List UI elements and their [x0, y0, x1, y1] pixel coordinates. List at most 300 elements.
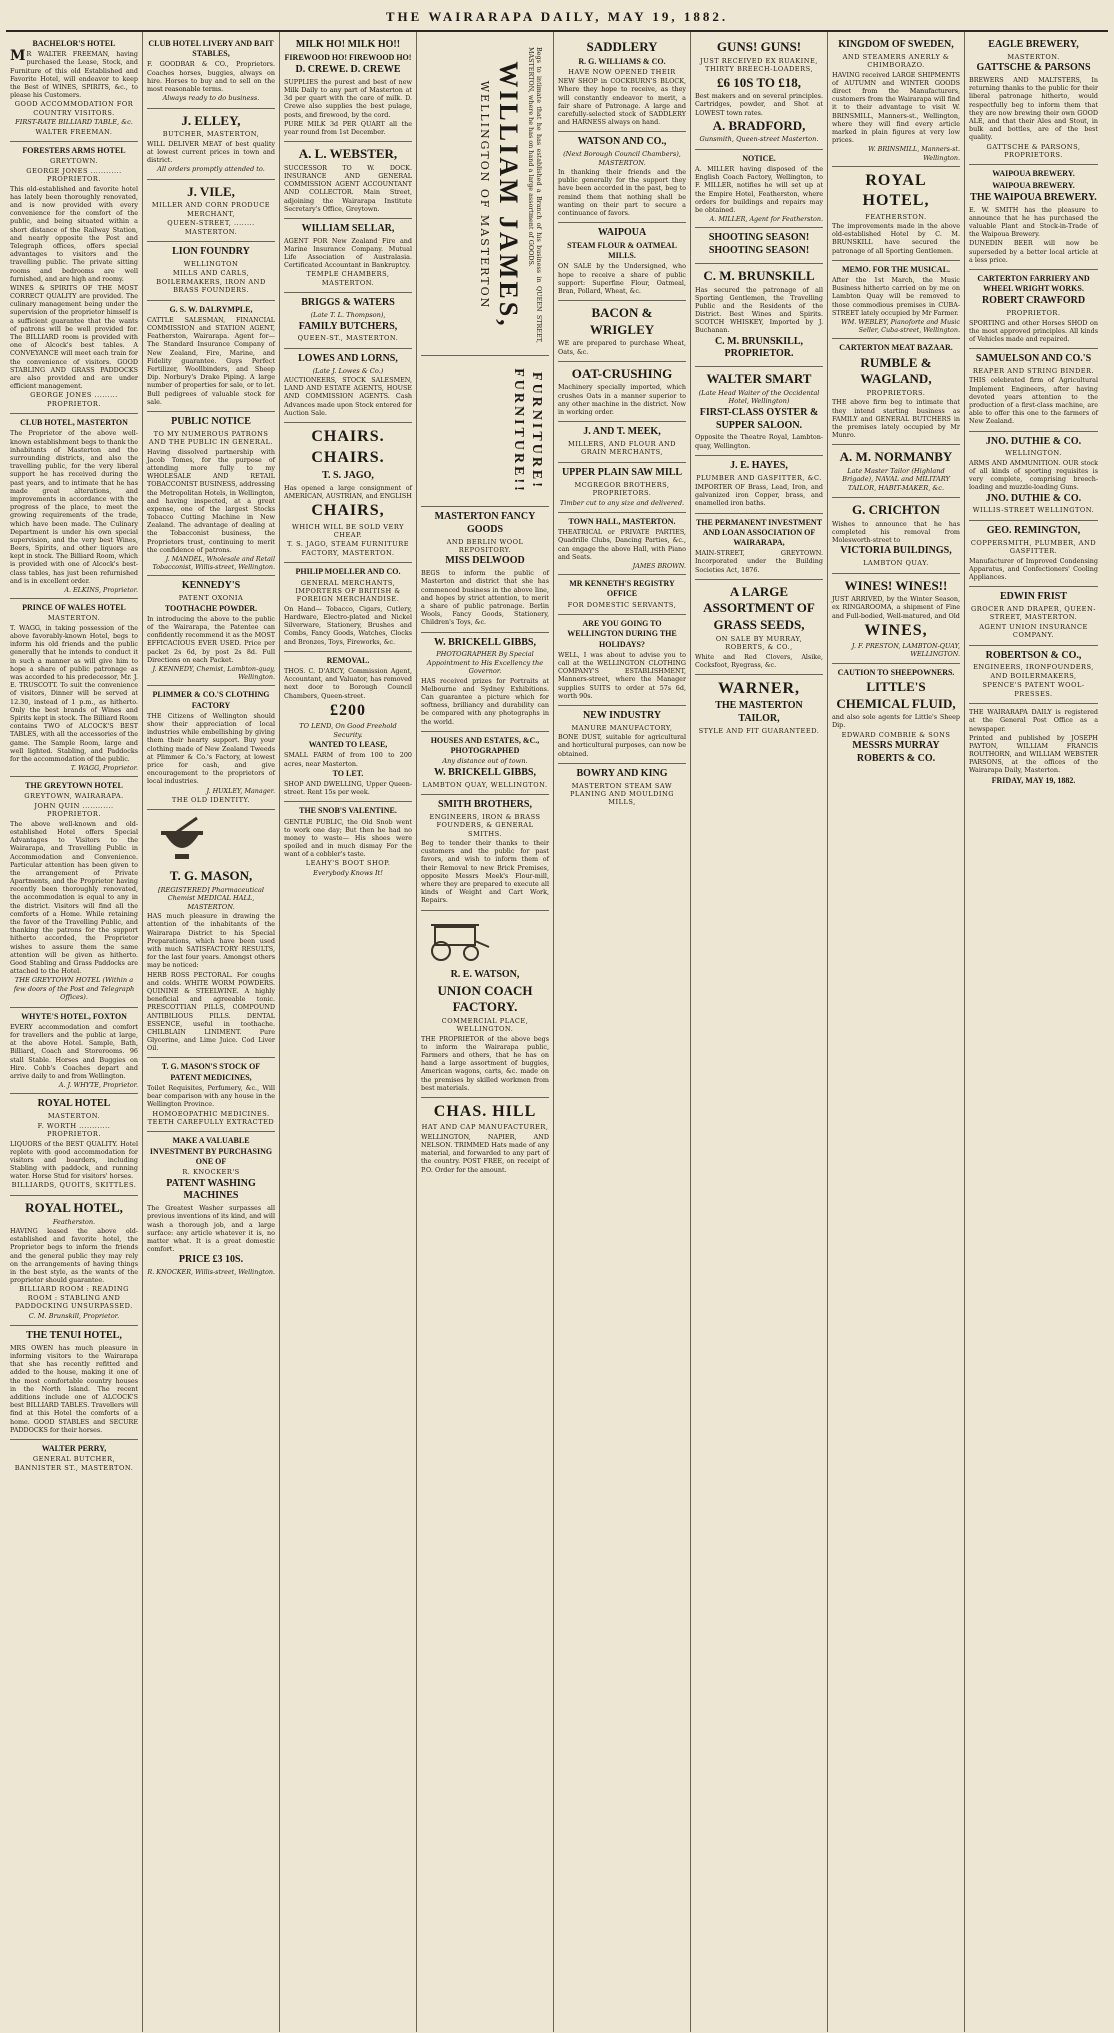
- ad-subheading: R. KNOCKER'S: [182, 1168, 240, 1177]
- ad-heading: G. CRICHTON: [852, 502, 940, 518]
- ad-subheading: JUST RECEIVED EX RUAKINE, THIRTY BREECH-LOADERS,: [700, 56, 818, 74]
- ad-body-3: SMALL FARM of from 100 to 200 acres, near Masterton.: [284, 751, 412, 768]
- ad-shooting-season: [695, 228, 823, 264]
- imprint-printer: Printed and published by JOSEPH PAYTON, WILLIAM FRANCIS ROUTHORN, and WILLIAM WEBSTER PARSONS, at the offices of the Wairarapa Daily, Masterton.: [969, 733, 1098, 775]
- ad-heading: GEO. REMINGTON,: [986, 524, 1081, 536]
- ad-heading-2: ROBERT CRAWFORD: [981, 295, 1086, 307]
- ad-heading-2: FIREWOOD HO! FIREWOOD HO!: [284, 52, 412, 62]
- ad-heading: BACON & WRIGLEY: [589, 305, 655, 337]
- rotated-ad-content: [425, 35, 545, 355]
- ad-robertson: [969, 646, 1098, 705]
- ad-subheading: GREYTOWN.: [50, 157, 98, 166]
- ad-heading: SMITH BROTHERS,: [438, 798, 532, 810]
- ad-heading: BOWRY AND KING: [576, 767, 668, 779]
- ad-heading: THE TENUI HOTEL,: [26, 1330, 122, 1342]
- ad-guns: [695, 35, 823, 150]
- ad-address: QUEEN-STREET, ........ MASTERTON.: [167, 219, 255, 236]
- ad-chairs: [284, 423, 412, 563]
- ad-whytes-hotel: [10, 1008, 138, 1095]
- ad-subheading: HAT AND CAP MANUFACTURER,: [421, 1123, 549, 1132]
- ad-proprietor: GEORGE JONES ............ PROPRIETOR.: [26, 166, 122, 184]
- ad-subheading: GENERAL BUTCHER, BANNISTER ST., MASTERTON.: [14, 1455, 134, 1472]
- ad-heading: MILK HO! MILK HO!!: [295, 39, 401, 50]
- ad-body: SUPPLIES the purest and best of new Milk Daily to any part of Masterton at 3d per quart with the care of milk. D. Crewe also supplies the best pulage, posts, and firewood, by the cord.: [284, 77, 412, 119]
- ad-heading: CARTERTON MEAT BAZAAR.: [839, 343, 953, 353]
- ad-subheading: (Late J. Lowes & Co.): [312, 366, 384, 375]
- ad-heading: LOWES AND LORNS,: [298, 352, 398, 364]
- ad-heading: NEW INDUSTRY: [582, 709, 662, 721]
- ad-body: The Proprietor of the above well-known establishment begs to thank the inhabitants of Masterton and the surrounding districts, and also the travelling public, for the very liberal support he has received during the past years, and to intimate that he has made great alterations, and improvements in accordance with the progress of the place, to meet the growing requirements of the trade, which have been made. The Culinary Department is under his own special supervision, and the very best Wines, Beers, Spirits, and other liquors are kept in stock. The Billiard Room, which is provided with one of Alcock's best-class tables, has just been refurnished and is in excellent order.: [10, 429, 138, 585]
- ad-body: In thanking their friends and the public generally for the support they have been accorded in the past, beg to remind them that nothing shall be wanting on their part to secure a continuance of favors.: [558, 168, 686, 218]
- ad-heading: C. M. BRUNSKILL: [703, 267, 815, 283]
- ad-heading-2: W. BRICKELL GIBBS,: [434, 766, 536, 778]
- ad-body: Opposite the Theatre Royal, Lambton-quay, Wellington.: [695, 433, 823, 450]
- ad-heading-3: CHAIRS,: [311, 502, 385, 520]
- ad-philip-moeller: [284, 563, 412, 651]
- rotated-ad-furniture: [421, 356, 549, 507]
- ad-eagle-brewery: [969, 35, 1098, 165]
- ad-footer: PURE MILK 3d PER QUART all the year round from 1st December.: [284, 119, 412, 136]
- ad-subheading: MASTERTON.: [47, 614, 101, 623]
- ad-body: LIQUORS of the BEST QUALITY. Hotel replete with good accommodation for visitors and boarders, including Stabling with paddock, and running water. Horse Stud for visitors' horses.: [10, 1139, 138, 1181]
- rotated-ad-heading: WILLIAM JAMES,: [493, 61, 523, 329]
- ad-body: THIS celebrated firm of Agricultural Implement Engineers, after having devoted years attention to the production of a first-class machine, are able to offer this one to the farmers of New Zealand.: [969, 376, 1098, 426]
- ad-heading-2: GATTSCHE & PARSONS: [976, 62, 1091, 74]
- ad-registry-office: [558, 575, 686, 615]
- ad-body: Best makers and on several principles. Cartridges, powder, and Shot at LOWEST town rates.: [695, 92, 823, 117]
- ad-royal-hotel-featherston-2: [832, 167, 960, 261]
- ad-heading: GUNS! GUNS!: [716, 39, 802, 54]
- ad-body: A. MILLER having disposed of the English Coach Factory, Wellington, to F. MILLER, notifies he will set up at the Empire Hotel, Featherston, where orders for buildings and repairs may be obtained.: [695, 164, 823, 214]
- ad-body: SPORTING and other Horses SHOD on the most approved principles. All kinds of Vehicles made and repaired.: [969, 318, 1098, 344]
- rotated-ad-text: Begs to intimate that he has established a Branch of his business in QUEEN STREET, MASTERTON, where he has on hand a large assortment of GOODS.: [526, 47, 543, 343]
- ad-sheepowners: [832, 664, 960, 771]
- ad-heading-2: LITTLE'S CHEMICAL FLUID,: [836, 678, 956, 711]
- ad-subheading: BUTCHER, MASTERTON,: [162, 130, 260, 139]
- ad-footer: LAMBTON QUAY, WELLINGTON.: [422, 780, 548, 789]
- ad-kennedys-powder: [147, 576, 275, 686]
- ad-heading: CAUTION TO SHEEPOWNERS.: [837, 667, 955, 677]
- ad-subheading: MILLERS, AND FLOUR AND GRAIN MERCHANTS,: [567, 440, 677, 457]
- ad-items: HERB ROSS PECTORAL. For coughs and colds. WHITE WORM POWDERS. QUININE & STEELWINE. A highly beneficial and agreeable tonic. PRESCOTTIAN PILLS, COMPOUND ANTIBILIOUS PILLS. DENTAL ESSENCE, useful in toothache. CHILBLAIN LINIMENT. Pure Glycerine, and Lime Juice. Cod Liver Oil.: [147, 970, 275, 1053]
- ad-signature: T. WAGG, Proprietor.: [70, 764, 138, 773]
- ad-subheading: REAPER AND STRING BINDER.: [972, 367, 1095, 376]
- ad-carterton-meat: [832, 339, 960, 445]
- ad-subheading: (Late T. L. Thompson),: [310, 311, 386, 320]
- ad-subheading: MASTERTON STEAM SAW PLANING AND MOULDING MILLS,: [569, 781, 675, 807]
- ad-heading-2: JNO. DUTHIE & CO.: [985, 492, 1082, 504]
- ad-houses-photographed: [421, 732, 549, 795]
- ad-heading: THE SNOB'S VALENTINE.: [299, 806, 397, 816]
- ad-heading-2: WINES,: [864, 621, 928, 639]
- ad-subheading: LAMBTON QUAY.: [863, 559, 929, 568]
- ad-heading: J. AND T. MEEK,: [583, 426, 661, 438]
- ad-bacon-wrigley: [558, 301, 686, 362]
- ad-heading-2: R. G. WILLIAMS & CO.: [578, 56, 666, 66]
- ad-heading: BACHELOR'S HOTEL: [32, 39, 116, 48]
- columns: [6, 32, 1108, 2032]
- ad-heading: PLIMMER & CO.'S CLOTHING FACTORY: [152, 690, 270, 710]
- column-2: [143, 32, 280, 2032]
- ad-signature: C. M. Brunskill, Proprietor.: [28, 1311, 120, 1320]
- ad-royal-hotel-featherston: [10, 1196, 138, 1326]
- coach-illustration: [421, 917, 491, 963]
- ad-subheading: [REGISTERED] Pharmaceutical Chemist MEDICAL HALL, MASTERTON.: [158, 885, 264, 911]
- ad-heading: WHYTE'S HOTEL, FOXTON: [21, 1011, 127, 1021]
- ad-signature: R. KNOCKER, Willis-street, Wellington.: [147, 1268, 275, 1277]
- ad-signature: WALTER FREEMAN.: [35, 127, 113, 136]
- ad-bachelors-hotel: [10, 35, 138, 142]
- ad-prince-of-wales: [10, 599, 138, 777]
- ad-subheading: AND BERLIN WOOL REPOSITORY.: [446, 537, 524, 555]
- ad-heading: NOTICE.: [742, 153, 776, 163]
- ad-heading: PRINCE OF WALES HOTEL: [22, 603, 126, 613]
- ad-royal-hotel-masterton: [10, 1094, 138, 1195]
- ad-removal: [284, 652, 412, 803]
- ad-body: JUST ARRIVED, by the Winter Season, ex RINGAROOMA, a shipment of Fine and Full-bodied, Well-matured, and Old: [832, 595, 960, 620]
- ad-briggs-waters: [284, 293, 412, 348]
- ad-body: THE above firm beg to intimate that they intend starting business as FAMILY and GENERAL BUTCHERS in the premises lately occupied by Mr Munro.: [832, 398, 960, 440]
- ad-heading: WALTER PERRY,: [41, 1443, 107, 1453]
- ad-heading: WARNER,: [717, 679, 801, 697]
- ad-heading-2: CHAIRS.: [311, 449, 385, 467]
- ad-brunskill: [695, 264, 823, 367]
- ad-body: HAS received prizes for Portraits at Melbourne and Sydney Exhibitions. Can guarantee a picture which for softness, brilliancy and durability can be compared with any photographs in the world.: [421, 676, 549, 726]
- ad-heading: G. S. W. DALRYMPLE,: [169, 304, 253, 314]
- ad-edwin-frist: [969, 587, 1098, 646]
- ad-heading: WALTER SMART: [706, 371, 812, 387]
- ad-heading: KENNEDY'S: [181, 580, 241, 592]
- ad-chas-hill: [421, 1098, 549, 1179]
- ad-body: Toilet Requisites, Perfumery, &c., Will bear comparison with any house in the Wellington Province.: [147, 1083, 275, 1109]
- ad-line: GOOD ACCOMMODATION FOR COUNTRY VISITORS.: [14, 100, 134, 117]
- ad-heading: HOUSES AND ESTATES, &C., PHOTOGRAPHED: [430, 735, 540, 756]
- mortar-and-pestle-illustration: [147, 816, 217, 862]
- ad-heading-2: TOOTHACHE POWDER.: [164, 603, 258, 613]
- ad-heading: WILLIAM SELLAR,: [301, 222, 395, 234]
- masthead-title: THE WAIRARAPA DAILY, MAY 19, 1882.: [385, 9, 729, 24]
- ad-heading: A. L. WEBSTER,: [298, 146, 398, 162]
- ad-william-sellar: [284, 219, 412, 293]
- ad-heading: J. VILE,: [187, 183, 235, 199]
- ad-subheading: (Next Borough Council Chambers), MASTERTON.: [563, 150, 681, 167]
- ad-body: This old-established and favorite hotel has lately been thoroughly renovated, and is now provided with every convenience for the comfort of the public, and being situated within a short distance of the Railway Station, and nearly opposite the Post and Telegraph offices, offers special advantages to visitors and the travelling public. The private sitting rooms and bedrooms are well furnished, and are high and roomy.: [10, 184, 138, 283]
- ad-heading: MAKE A VALUABLE INVESTMENT BY PURCHASING ONE OF: [149, 1136, 273, 1166]
- imprint-date: FRIDAY, MAY 19, 1882.: [991, 775, 1076, 785]
- ad-subheading: Featherston.: [52, 1217, 96, 1226]
- ad-body: T. WAGG, in taking possession of the above favorably-known Hotel, begs to inform his old friends and the public generally that he intends to conduct it in such a manner as will give him to hope a share of public patronage as was accorded to his predecessor, Mr. J. E. TRUSCOTT. To suit the convenience of visitors, Dinner will be served at 12.30, instead of 1 p.m., as hitherto. Only the best brands of Wines and Spirits kept in stock. The Billiard Room contains TWO of ALCOCK'S BEST TABLES, with all the accessories of the game. The Sample Room, large and well lighted. Stabling, and Paddocks for the accommodation of the public.: [10, 623, 138, 763]
- ad-body: AGENT FOR New Zealand Fire and Marine Insurance Company. Mutual Life Association of Australasia. Certificated Accountant in Bankruptcy.: [284, 236, 412, 270]
- ad-heading: JNO. DUTHIE & CO.: [985, 435, 1082, 447]
- ad-heading: OAT-CRUSHING: [571, 365, 673, 381]
- ad-subheading: MASTERTON.: [1007, 52, 1060, 61]
- ad-body: THE PROPRIETOR of the above begs to inform the Wairarapa public, Farmers and others, that he has on hand a large assortment of buggies, American wagons, carts, &c. made on the premises by skilled workmen from best materials.: [421, 1034, 549, 1092]
- ad-heading-2: PATENT WASHING MACHINES: [166, 1177, 256, 1202]
- ad-subheading: ENGINEERS, IRON & BRASS FOUNDERS, & GENERAL SMITHS.: [429, 812, 541, 838]
- ad-samuelson: [969, 349, 1098, 431]
- ad-notice-miller: [695, 150, 823, 229]
- ad-smith-brothers: [421, 795, 549, 911]
- ad-subheading: ENGINEERS, IRONFOUNDERS, AND BOILERMAKERS,: [973, 663, 1094, 680]
- ad-heading: MR KENNETH'S REGISTRY OFFICE: [569, 579, 675, 599]
- ad-snobs-valentine: [284, 802, 412, 882]
- column-6: [691, 32, 828, 2032]
- ad-walter-smart: [695, 367, 823, 455]
- ad-wines: [832, 574, 960, 664]
- ad-heading-2: FAMILY BUTCHERS,: [298, 320, 398, 332]
- ad-price: £6 10S TO £18,: [716, 74, 802, 90]
- ad-body: MRS OWEN has much pleasure in informing visitors to the Wairarapa that she has recently refitted and added to the house, making it one of the most comfortable country houses in the North Island. The recent additions include one of ALCOCK'S best BILLIARD TABLES. Travellers will find at this Hotel the comforts of a home. GOOD STABLES and SECURE PADDOCKS for their horses.: [10, 1343, 138, 1434]
- ad-body: GENTLE PUBLIC, the Old Snob went to work one day; But then he had no money to waste— His shoes were spoiled and in much dismay For the want of a cobbler's taste.: [284, 817, 412, 859]
- ad-body: THOS. C. D'ARCY, Commission Agent, Accountant, and Valuator, has removed next door to Borough Council Chambers, Queen-street.: [284, 667, 412, 700]
- ad-subheading: THE MASTERTON TAILOR,: [715, 700, 803, 725]
- ad-signature: J. MANDEL, Wholesale and Retail Tobacconist, Willis-street, Wellington.: [152, 555, 275, 572]
- ad-body: AUCTIONEERS, STOCK SALESMEN, LAND AND ESTATE AGENTS, HOUSE AND COMMISSION AGENTS. Cash Advances made upon Stock entered for Auction Sale.: [284, 376, 412, 417]
- ad-body: EVERY accommodation and comfort for travellers and the public at large, at the above Hotel. Sample, Bath, Billiard, Coach and Storerooms. 96 stall Stable. Horses and Buggies on Hire. Cobb's Coaches depart and arrive daily to and from Wellington.: [10, 1022, 138, 1081]
- ad-j-vile: [147, 180, 275, 242]
- ad-signature: JAMES BROWN.: [632, 562, 686, 570]
- ad-heading-2: RUMBLE & WAGLAND,: [860, 354, 932, 387]
- ad-waipoua-brewery: [969, 165, 1098, 270]
- ad-body: THEATRICAL or PRIVATE PARTIES, Quadrille Clubs, Dancing Parties, &c., can engage the above Hall, with Piano and Seats.: [558, 528, 686, 561]
- ad-footer: Everybody Knows It!: [313, 868, 383, 877]
- ad-subheading: PHOTOGRAPHER By Special Appointment to His Excellency the Governor.: [426, 650, 544, 676]
- ad-heading: EDWIN FRIST: [1000, 591, 1067, 603]
- ad-waipoua-mills: [558, 223, 686, 301]
- ad-signature: W. BRINSMILL, Manners-st. Wellington.: [868, 145, 960, 162]
- ad-subheading: AND STEAMERS ANERLY & CHIMBORAZO.: [842, 52, 950, 70]
- ad-body: THE Citizens of Wellington should show their appreciation of local industries while embellishing by giving them their hearty support. Buy your clothing made of New Zealand Tweeds at Plimmer & Co.'s Factory, at lowest price for cash, and give encouragement to the proprietors of local industries.: [147, 711, 275, 786]
- ad-union-coach: [421, 911, 549, 1098]
- ad-subheading: T. S. JAGO,: [322, 469, 374, 481]
- ad-body: E. W. SMITH has the pleasure to announce that he has purchased the valuable Plant and Stock-in-Trade of the Waipoua Brewery.: [969, 205, 1098, 239]
- ad-j-elley: [147, 109, 275, 180]
- ad-body: WILL DELIVER MEAT of best quality at lowest current prices in town and district.: [147, 139, 275, 165]
- ad-footer: BILLIARDS, QUOITS, SKITTLES.: [11, 1181, 137, 1190]
- column-1: [6, 32, 143, 2032]
- ad-permanent-investment: [695, 514, 823, 580]
- ad-heading: MEMO. FOR THE MUSICAL.: [841, 264, 951, 274]
- ad-subheading: GROCER AND DRAPER, QUEEN-STREET, MASTERTON.: [971, 604, 1096, 622]
- ad-signature: LEAHY'S BOOT SHOP.: [305, 859, 391, 868]
- ad-signature: J. KENNEDY, Chemist, Lambton-quay, Wellington.: [152, 665, 275, 682]
- ad-subheading: PLUMBER AND GASFITTER, &C.: [696, 473, 822, 482]
- ad-normanby: [832, 445, 960, 498]
- ad-heading: A LARGE ASSORTMENT OF GRASS SEEDS,: [703, 583, 815, 633]
- ad-body: HAVING received LARGE SHIPMENTS of AUTUMN and WINTER GOODS direct from the Manufacturers, customers from the Wairarapa will find it to their advantage to visit W. BRINSMILL, Manners-st., Wellington, where they will find every article marked in plain figures at very low prices.: [832, 70, 960, 145]
- ad-body: IMPORTER OF Brass, Lead, Iron, and galvanized iron Copper, brass, and enamelled iron baths.: [695, 482, 823, 508]
- ad-subheading: MANURE MANUFACTORY,: [571, 723, 673, 732]
- ad-new-industry: [558, 706, 686, 764]
- ad-signature: A. J. WHYTE, Proprietor.: [58, 1081, 138, 1090]
- ad-tg-mason: [147, 810, 275, 1058]
- ad-subheading: GREYTOWN, WAIRARAPA.: [24, 792, 124, 801]
- ad-heading-3: WANTED TO LEASE,: [308, 740, 388, 750]
- ad-subheading: WELLINGTON.: [1005, 449, 1062, 458]
- ad-subheading: (Late Head Waiter of the Occidental Hotel, Wellington): [698, 388, 820, 406]
- ad-je-hayes: [695, 456, 823, 514]
- ad-line: FIRST-RATE BILLIARD TABLE, &c.: [15, 118, 133, 127]
- ad-proprietor: JOHN QUIN ............ PROPRIETOR.: [34, 801, 114, 819]
- ad-clothing-company: [558, 615, 686, 706]
- ad-subheading: ON SALE BY MURRAY, ROBERTS, & CO.,: [715, 634, 803, 652]
- ad-heading-4: TO LET.: [332, 768, 364, 778]
- masthead: [6, 4, 1108, 32]
- ad-town-hall: [558, 513, 686, 575]
- ad-body: Machinery specially imported, which crushes Oats in a manner superior to any other machine in the district. Now in working order.: [558, 383, 686, 417]
- ad-webster: [284, 142, 412, 219]
- ad-saddlery: [558, 35, 686, 132]
- ad-signature: J. F. PRESTON, LAMBTON-QUAY, WELLINGTON.: [851, 642, 960, 659]
- rotated-ad-heading: FURNITURE! FURNITURE!!: [511, 368, 544, 494]
- ad-body: Having dissolved partnership with Jacob Tomes, for the purpose of attending more fully to my WHOLESALE AND RETAIL TOBACCONIST BUSINESS, addressing the Metropolitan Hotels, in Wellington, and having inspected, at a great expense, one of the largest Stocks Tobacco Cutting Machine in New Zealand. The advantage of dealing at the Tobacconist business, the Proprietors trust, continuing to merit the confidence of patrons.: [147, 447, 275, 554]
- ad-body: After the 1st March, the Music Business hitherto carried on by me on Lambton Quay will be removed to those commodious premises in CUBA-STREET lately occupied by Mr Farmer.: [832, 276, 960, 317]
- ad-heading: CHAS. HILL: [433, 1102, 537, 1120]
- ad-heading: PHILIP MOELLER AND CO.: [295, 567, 401, 577]
- ad-signature: WM. WEBLEY, Pianoforte and Music Seller, Cuba-street, Wellington.: [841, 318, 960, 335]
- ad-club-stables: [147, 35, 275, 109]
- ad-jno-duthie: [969, 432, 1098, 521]
- ad-heading: J. E. HAYES,: [730, 459, 788, 471]
- ad-heading: A. M. NORMANBY: [839, 449, 953, 465]
- ad-walter-perry: [10, 1440, 138, 1477]
- ad-body: AGENT UNION INSURANCE COMPANY.: [979, 622, 1088, 640]
- ad-note: THE GREYTOWN HOTEL (Within a few doors of the Post and Telegraph Offices).: [13, 976, 135, 1002]
- ad-body: In introducing the above to the public of the Wairarapa, the Patentee can confidently recommend it as the MOST EFFICACIOUS EVER USED. Price per packet 2s 6d, by post 2s 8d. Full Directions on each Packet.: [147, 614, 275, 664]
- ad-meek: [558, 422, 686, 463]
- ad-heading-3: A. BRADFORD,: [712, 117, 806, 133]
- ad-signature: C. M. BRUNSKILL, PROPRIETOR.: [714, 335, 804, 360]
- ad-heading: WATSON AND CO.,: [577, 136, 667, 148]
- rotated-ad-subheading: WELLINGTON OF MASTERTON: [478, 80, 492, 310]
- ad-crichton: [832, 498, 960, 573]
- imprint: [969, 704, 1098, 791]
- ad-heading: REMOVAL.: [326, 655, 370, 665]
- ad-heading: SHOOTING SEASON! SHOOTING SEASON!: [708, 232, 810, 257]
- ad-body: Wishes to announce that he has completed his removal from Molesworth-street to: [832, 519, 960, 545]
- ad-mason-stock: [147, 1058, 275, 1132]
- ad-bowry-king: [558, 764, 686, 812]
- ad-footer: HOMOEOPATHIC MEDICINES. TEETH CAREFULLY EXTRACTED: [147, 1109, 275, 1126]
- ad-signature: Gunsmith, Queen-street Masterton.: [699, 135, 819, 144]
- ad-body: Has secured the patronage of all Sporting Gentlemen, the Travelling Public and the Residents of the District. Best Wines and Spirits. SCOTCH WHISKEY, Imported by J. Buchanan.: [695, 285, 823, 335]
- ad-body: STYLE AND FIT GUARANTEED.: [698, 726, 820, 735]
- ad-brickell-gibbs: [421, 633, 549, 732]
- ad-body: Manufacturer of Improved Condensing Apparatus, and Confectioners' Cooling Appliances.: [969, 556, 1098, 581]
- ad-subheading: MASTERTON.: [47, 1112, 101, 1121]
- ad-subheading: GENERAL MERCHANTS, IMPORTERS OF BRITISH & FOREIGN MERCHANDISE.: [295, 578, 401, 604]
- ad-heading: ROYAL HOTEL,: [862, 171, 930, 210]
- ad-heading: FORESTERS ARMS HOTEL: [22, 146, 126, 156]
- ad-lion-foundry: [147, 242, 275, 301]
- ad-body: BEGS to inform the public of Masterton and district that she has commenced business in the above line, and hopes by strict attention, to merit a share of public patronage. Berlin Wools, Fancy Goods, Stationery, Children's Toys, &c.: [421, 569, 549, 627]
- ad-body: The improvements made in the above old-established Hotel by C. M. BRUNSKILL have secured the patronage of all Sporting Gentlemen.: [832, 222, 960, 255]
- ad-body: HAVING leased the above old-established and favorite hotel, the Proprietor begs to inform the friends and the general public they may rely on the arrangements of having things in the best style, as the wants of the proprietor should guarantee.: [10, 1226, 138, 1285]
- ad-body: F. GOODBAR & CO., Proprietors. Coaches horses, buggies, always on hire. Horses to buy and to sell on the most reasonable terms.: [147, 60, 275, 94]
- ad-body: Has opened a large consignment of AMERICAN, AUSTRIAN, and ENGLISH: [284, 483, 412, 500]
- ad-fancy-goods: [421, 507, 549, 633]
- ad-signature: T. S. JAGO, STEAM FURNITURE FACTORY, MASTERTON.: [286, 540, 410, 557]
- ad-body: MILLS AND CARLS, BOILERMAKERS, IRON AND BRASS FOUNDERS.: [156, 269, 266, 295]
- ad-line: All orders promptly attended to.: [157, 165, 265, 174]
- ad-subheading: EDWARD COMBRIE & SONS: [841, 730, 951, 739]
- ad-memo-musical: [832, 261, 960, 340]
- ad-oat-crushing: [558, 362, 686, 422]
- ad-public-notice: [147, 412, 275, 576]
- ad-body: Timber cut to any size and delivered.: [559, 498, 685, 507]
- ad-greytown-hotel: [10, 777, 138, 1007]
- ad-body: ON SALE by the Undersigned, who hope to receive a share of public support: Superfine Flour, Oatmeal, Bran, Pollard, Wheat, &c.: [558, 262, 686, 296]
- ad-heading: CARTERTON FARRIERY AND WHEEL WRIGHT WORKS.: [977, 273, 1090, 294]
- ad-signature: A. ELKINS, Proprietor.: [64, 586, 138, 595]
- ad-heading: MASTERTON FANCY GOODS: [434, 511, 536, 535]
- ad-carterton-farriery: [969, 270, 1098, 349]
- ad-club-hotel: [10, 414, 138, 599]
- ad-heading-2: THE WAIPOUA BREWERY.: [970, 191, 1097, 203]
- ad-body: NEW SHOP in COCKBURN'S BLOCK, Where they hope to receive, as they will constantly endeavor to merit, a fair share of Patronage. A large and carefully-selected stock of SADDLERY and HARNESS always on hand.: [558, 77, 686, 127]
- ad-subheading: COMMERCIAL PLACE, WELLINGTON.: [441, 1016, 529, 1034]
- column-5: [554, 32, 691, 2032]
- ad-subheading: FEATHERSTON.: [865, 212, 927, 221]
- imprint-notice: THE WAIRARAPA DAILY is registered at the General Post Office as a newspaper.: [969, 708, 1098, 733]
- ad-heading: WAIPOUA: [597, 227, 647, 239]
- ad-body: ARMS AND AMMUNITION. OUR stock of all kinds of sporting requisites is very complete, comprising breech-loading and muzzle-loading Guns.: [969, 458, 1098, 492]
- ad-washing-machines: [147, 1132, 275, 1280]
- ad-kingdom-of-sweden: [832, 35, 960, 167]
- ad-heading: ARE YOU GOING TO WELLINGTON DURING THE HOLIDAYS?: [567, 619, 677, 649]
- ad-signature: J. HUXLEY, Manager.: [206, 786, 275, 795]
- ad-body: and also sole agents for Little's Sheep Dip.: [832, 713, 960, 730]
- ad-line: BILLIARD ROOM : READING ROOM : STABLING AND PADDOCKING UNSURPASSED.: [15, 1285, 133, 1311]
- ad-heading: ROBERTSON & CO.,: [985, 649, 1082, 661]
- ad-line: Always ready to do business.: [162, 94, 260, 103]
- ad-body: On Hand— Tobacco, Cigars, Cutlery, Hardware, Electro-plated and Nickel Silverware, Stationery, Brushes and Combs, Fancy Goods, Watches, Clocks and Bronzes, Toys, Fireworks, &c.: [284, 604, 412, 646]
- column-3: [280, 32, 417, 2032]
- ad-subheading: PROPRIETORS.: [866, 388, 926, 397]
- ad-heading-2: UNION COACH FACTORY.: [437, 982, 533, 1015]
- ad-signature: GATTSCHE & PARSONS, PROPRIETORS.: [986, 142, 1081, 159]
- ad-footer: TEMPLE CHAMBERS, MASTERTON.: [306, 270, 390, 287]
- ad-heading-3: D. CREWE. D. CREWE: [295, 64, 401, 76]
- ad-heading: KINGDOM OF SWEDEN,: [838, 39, 954, 50]
- ad-body: CATTLE SALESMAN, FINANCIAL COMMISSION and STATION AGENT, Featherston, Wairarapa. Agent for—The Standard Insurance Company of New Zealand, Fire, Marine, and Fidelity guarantee. Guys Perfect Fertilizer, Woollbinders, and Sheep Dip. Norbury's Drake Piping. A large number of properties for sale, or to let. Bull pedigrees of valuable stock for sale.: [147, 315, 275, 406]
- ad-heading: CLUB HOTEL, MASTERTON: [20, 418, 128, 428]
- ad-body: The above well-known and old-established Hotel offers Special Advantages to Visitors to the Wairarapa, and Travelling Public in Accommodation and Convenience. Particular attention has been given to the arrangement of Private Apartments, and the Proprietor having recently been thoroughly renovated, the accommodation is equal to any in the district. Visitors will find all the comforts of a Home. While retaining the favor of the Travelling Public, and thanking the patrons for the support hitherto accorded, the Proprietor wishes to assure them the same attention will be given as hitherto. Good Stabling and Grass Paddocks are attached to the Hotel.: [10, 819, 138, 976]
- ad-footer: DUNEDIN BEER will now be superseded by a better local article at a less price.: [969, 239, 1098, 264]
- ad-heading-3: MESSRS MURRAY ROBERTS & CO.: [852, 739, 940, 764]
- ad-heading: WINES! WINES!!: [844, 577, 948, 593]
- ad-body: Any distance out of town.: [442, 757, 528, 766]
- ad-subheading: HAVE NOW OPENED THEIR: [568, 67, 676, 76]
- ad-body: BONE DUST, suitable for agricultural and horticultural purposes, can now be obtained.: [558, 733, 686, 758]
- ad-subheading: TO MY NUMEROUS PATRONS AND THE PUBLIC IN GENERAL.: [148, 429, 274, 447]
- ad-heading: TOWN HALL, MASTERTON.: [568, 517, 676, 527]
- ad-body: MAIN-STREET, GREYTOWN. Incorporated under the Building Societies Act, 1876.: [695, 549, 823, 574]
- ad-proprietor: F. WORTH ............ PROPRIETOR.: [37, 1121, 111, 1139]
- ad-subheading: Late Master Tailor (Highland Brigade), NAVAL and MILITARY TAILOR, HABIT-MAKER, &c.: [842, 466, 950, 492]
- ad-heading: PUBLIC NOTICE: [171, 415, 251, 427]
- ad-signature: A. MILLER, Agent for Featherston.: [709, 215, 823, 224]
- ad-body: Beg to tender their thanks to their customers and the public for past favors, and wish to inform them of their Removal to new Brick Premises, opposite Messrs Meek's Flour-mill, where they are prepared to execute all kinds of Weight and Cart Work, Repairs.: [421, 839, 549, 905]
- ad-subheading: PATENT OXONIA: [178, 594, 244, 603]
- ad-heading: SADDLERY: [586, 39, 658, 54]
- ad-subheading: WELLINGTON: [183, 259, 239, 268]
- ad-footer: QUEEN-ST., MASTERTON.: [297, 334, 399, 343]
- ad-heading: BRIGGS & WATERS: [301, 297, 395, 309]
- ad-heading: THE PERMANENT INVESTMENT AND LOAN ASSOCIATION OF WAIRARAPA,: [695, 517, 823, 547]
- ad-body: The Greatest Washer surpasses all previous inventions of its kind, and will wash a thorough job, and a large surface: any article whatever it is, no matter what. It is a great domestic comfort.: [147, 1204, 275, 1254]
- rotated-ad-content: [425, 356, 545, 506]
